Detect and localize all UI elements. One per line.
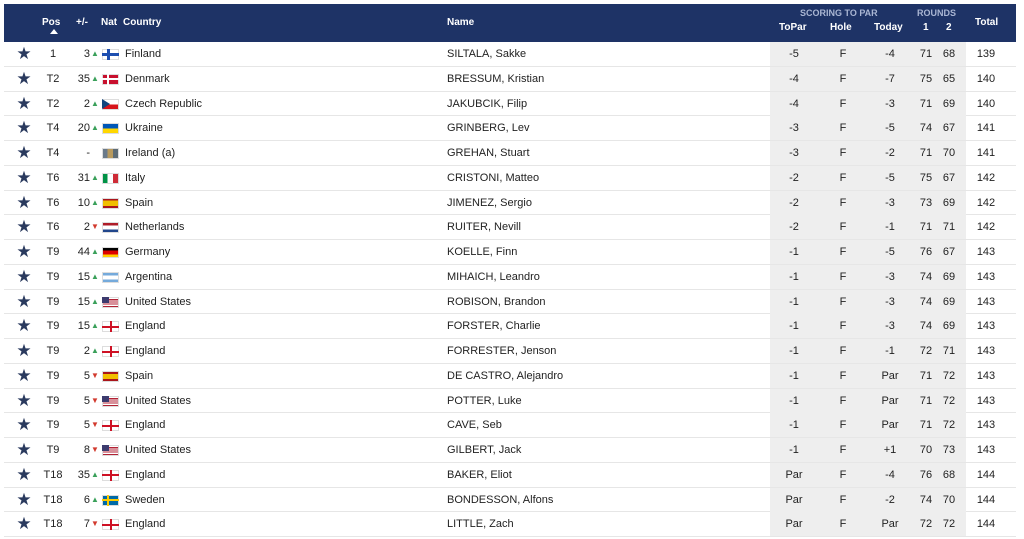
movement-up-icon: ▲ [91, 172, 99, 182]
player-name-link[interactable]: BAKER, Eliot [447, 468, 512, 481]
favorite-star-icon[interactable]: ★ [16, 217, 32, 237]
player-name-link[interactable]: GILBERT, Jack [447, 444, 522, 456]
today-cell: -4 [885, 468, 895, 481]
movement-cell: 20 [77, 122, 90, 135]
round2-cell: 71 [942, 345, 956, 357]
topar-cell: -1 [789, 419, 799, 432]
favorite-star-icon[interactable]: ★ [16, 341, 32, 360]
today-cell: -3 [885, 270, 895, 283]
table-row[interactable] [4, 92, 1016, 117]
topar-cell: -2 [789, 171, 799, 184]
movement-up-icon: ▲ [91, 494, 99, 504]
round2-cell: 72 [942, 518, 956, 531]
round1-cell: 76 [919, 468, 933, 481]
movement-cell: 15 [77, 270, 90, 283]
movement-down-icon: ▼ [91, 222, 99, 232]
rounds-group: ROUNDS [917, 8, 957, 18]
today-cell: -3 [885, 196, 895, 209]
flag-cz-icon [102, 99, 119, 110]
position-cell: T9 [46, 394, 60, 407]
round2-cell: 67 [942, 122, 956, 135]
topar-cell: -1 [789, 444, 799, 456]
round2-cell: 69 [942, 320, 956, 333]
table-row[interactable] [4, 116, 1016, 141]
country-cell: Sweden [125, 493, 165, 506]
position-cell: T9 [46, 369, 60, 382]
player-name-link[interactable]: KOELLE, Finn [447, 246, 518, 258]
movement-up-icon: ▲ [91, 247, 99, 256]
position-cell: T4 [46, 147, 60, 159]
movement-up-icon: ▲ [91, 296, 99, 306]
favorite-star-icon[interactable]: ★ [16, 390, 32, 410]
round1-cell: 71 [919, 97, 933, 110]
player-name-link[interactable]: GRINBERG, Lev [447, 122, 530, 135]
hole-cell: F [839, 97, 847, 110]
hole-cell: F [839, 320, 847, 333]
country-cell: Finland [125, 48, 162, 60]
today-cell: -5 [885, 246, 895, 258]
movement-cell: 10 [77, 196, 90, 209]
favorite-star-icon[interactable]: ★ [16, 316, 32, 336]
topar-cell: -1 [789, 270, 799, 283]
hole-cell: F [839, 419, 847, 432]
total-cell: 140 [976, 97, 996, 110]
today-cell: -4 [885, 48, 895, 60]
flag-us-icon [102, 297, 119, 308]
flag-ua-icon [102, 123, 119, 134]
favorite-star-icon[interactable]: ★ [16, 489, 32, 509]
movement-up-icon: ▲ [91, 321, 99, 331]
move-header[interactable]: +/- [76, 17, 88, 28]
table-row[interactable] [4, 413, 1016, 438]
country-cell: United States [125, 295, 192, 308]
round1-cell: 72 [919, 518, 933, 531]
total-cell: 142 [976, 171, 996, 184]
position-cell: T9 [46, 444, 60, 456]
movement-up-icon: ▲ [91, 98, 99, 108]
total-cell: 143 [976, 320, 996, 333]
movement-down-icon: ▼ [91, 370, 99, 380]
flag-fi-icon [102, 49, 119, 60]
topar-cell: -1 [789, 345, 799, 357]
table-row[interactable] [4, 141, 1016, 166]
favorite-star-icon[interactable]: ★ [16, 242, 32, 261]
movement-up-icon: ▲ [91, 469, 99, 479]
pos-header[interactable]: Pos [42, 17, 61, 28]
round2-cell: 68 [942, 468, 956, 481]
hole-cell: F [839, 196, 847, 209]
movement-cell: 35 [77, 468, 90, 481]
leaderboard-header [4, 4, 1016, 42]
flag-en-icon [102, 346, 119, 357]
country-cell: England [125, 320, 166, 333]
movement-down-icon: ▼ [91, 445, 99, 454]
topar-cell: Par [785, 518, 803, 531]
country-cell: Italy [125, 171, 146, 184]
total-cell: 141 [976, 122, 996, 135]
hole-cell: F [839, 48, 847, 60]
favorite-star-icon[interactable]: ★ [16, 44, 32, 63]
round1-cell: 71 [919, 221, 933, 234]
topar-cell: -2 [789, 221, 799, 234]
topar-cell: -1 [789, 369, 799, 382]
today-cell: -3 [885, 97, 895, 110]
table-row[interactable] [4, 488, 1016, 513]
hole-cell: F [839, 394, 847, 407]
favorite-star-icon[interactable]: ★ [16, 415, 32, 435]
topar-cell: Par [785, 468, 803, 481]
topar-cell: -4 [789, 97, 799, 110]
today-cell: -5 [885, 122, 895, 135]
total-cell: 140 [976, 72, 996, 85]
movement-cell: 5 [83, 419, 90, 432]
topar-cell: -3 [789, 122, 799, 135]
player-name-link[interactable]: BRESSUM, Kristian [447, 72, 545, 85]
table-row[interactable] [4, 215, 1016, 240]
table-row[interactable] [4, 438, 1016, 463]
leaderboard-rows [4, 42, 1016, 537]
favorite-star-icon[interactable]: ★ [16, 514, 32, 534]
flag-de-icon [102, 247, 119, 258]
topar-cell: -1 [789, 246, 799, 258]
movement-cell: 3 [83, 48, 90, 60]
hole-cell: F [839, 72, 847, 85]
today-cell: Par [881, 394, 899, 407]
table-row[interactable] [4, 463, 1016, 488]
nat-header[interactable]: Nat [101, 17, 118, 28]
player-name-link[interactable]: CAVE, Seb [447, 419, 502, 432]
movement-cell: 5 [83, 369, 90, 382]
movement-up-icon: ▲ [91, 49, 99, 58]
table-row[interactable] [4, 364, 1016, 389]
table-row[interactable] [4, 42, 1016, 67]
round1-cell: 74 [919, 270, 933, 283]
flag-en-icon [102, 420, 119, 431]
round1-cell: 74 [919, 122, 933, 135]
hole-cell: F [839, 221, 847, 234]
movement-cell: 35 [77, 72, 90, 85]
round2-header[interactable]: 2 [946, 22, 952, 33]
player-name-link[interactable]: LITTLE, Zach [447, 518, 514, 531]
total-cell: 144 [976, 493, 996, 506]
position-cell: T6 [46, 171, 60, 184]
round1-cell: 75 [919, 171, 933, 184]
favorite-star-icon[interactable]: ★ [16, 93, 32, 113]
player-name-link[interactable]: POTTER, Luke [447, 394, 522, 407]
today-cell: Par [881, 518, 899, 531]
movement-cell: 15 [77, 295, 90, 308]
movement-down-icon: ▼ [91, 519, 99, 529]
today-cell: -3 [885, 320, 895, 333]
hole-cell: F [839, 295, 847, 308]
hole-cell: F [839, 122, 847, 135]
position-cell: T9 [46, 295, 60, 308]
flag-us-icon [102, 445, 119, 456]
round2-cell: 72 [942, 394, 956, 407]
player-name-link[interactable]: FORRESTER, Jenson [447, 345, 557, 357]
round1-cell: 75 [919, 72, 933, 85]
country-cell: Ireland (a) [125, 147, 176, 159]
flag-en-icon [102, 470, 119, 481]
player-name-link[interactable]: ROBISON, Brandon [447, 295, 546, 308]
today-header[interactable]: Today [874, 22, 903, 33]
name-header[interactable]: Name [447, 17, 475, 28]
today-cell: +1 [883, 444, 897, 456]
total-header[interactable]: Total [975, 17, 999, 28]
player-name-link[interactable]: RUITER, Nevill [447, 221, 521, 234]
table-row[interactable] [4, 67, 1016, 92]
total-cell: 143 [976, 394, 996, 407]
total-cell: 142 [976, 196, 996, 209]
player-name-link[interactable]: GREHAN, Stuart [447, 147, 530, 159]
movement-cell: 2 [83, 97, 90, 110]
hole-cell: F [839, 270, 847, 283]
flag-us-icon [102, 396, 119, 407]
table-row[interactable] [4, 166, 1016, 191]
topar-cell: -1 [789, 394, 799, 407]
round2-cell: 69 [942, 295, 956, 308]
topar-cell: -3 [789, 147, 799, 159]
topar-header[interactable]: ToPar [779, 22, 807, 33]
position-cell: T9 [46, 345, 60, 357]
topar-cell: -5 [789, 48, 799, 60]
round1-cell: 74 [919, 320, 933, 333]
hole-cell: F [839, 147, 847, 159]
round1-cell: 71 [919, 394, 933, 407]
leaderboard [4, 4, 1016, 537]
round2-cell: 70 [942, 493, 956, 506]
movement-up-icon: ▲ [91, 73, 99, 83]
round2-cell: 70 [942, 147, 956, 159]
hole-cell: F [839, 345, 847, 357]
position-cell: T9 [46, 246, 60, 258]
movement-cell: 8 [83, 444, 90, 456]
topar-cell: Par [785, 493, 803, 506]
table-row[interactable] [4, 290, 1016, 315]
today-cell: Par [881, 369, 899, 382]
hole-cell: F [839, 444, 847, 456]
table-row[interactable] [4, 240, 1016, 265]
today-cell: -3 [885, 295, 895, 308]
round1-cell: 71 [919, 419, 933, 432]
flag-dk-icon [102, 74, 119, 85]
hole-cell: F [839, 518, 847, 531]
round1-header[interactable]: 1 [923, 22, 929, 33]
movement-down-icon: ▼ [91, 420, 99, 430]
round2-cell: 65 [942, 72, 956, 85]
flag-nl-icon [102, 222, 119, 233]
country-cell: Germany [125, 246, 171, 258]
country-cell: Netherlands [125, 221, 185, 234]
round2-cell: 71 [942, 221, 956, 234]
topar-cell: -2 [789, 196, 799, 209]
hole-cell: F [839, 493, 847, 506]
table-row[interactable] [4, 191, 1016, 216]
today-cell: -2 [885, 493, 895, 506]
total-cell: 143 [976, 246, 996, 258]
topar-cell: -1 [789, 320, 799, 333]
favorite-star-icon[interactable]: ★ [16, 266, 32, 286]
favorite-star-icon[interactable]: ★ [16, 68, 32, 88]
flag-ar-icon [102, 272, 119, 283]
country-header[interactable]: Country [123, 17, 162, 28]
sort-ascending-icon[interactable] [50, 29, 58, 34]
position-cell: T9 [46, 270, 60, 283]
country-cell: England [125, 345, 166, 357]
round1-cell: 73 [919, 196, 933, 209]
country-cell: Denmark [125, 72, 170, 85]
round2-cell: 72 [942, 419, 956, 432]
movement-up-icon: ▲ [91, 346, 99, 355]
table-row[interactable] [4, 339, 1016, 364]
flag-es-icon [102, 371, 119, 382]
flag-se-icon [102, 495, 119, 506]
country-cell: United States [125, 394, 192, 407]
favorite-star-icon[interactable]: ★ [16, 464, 32, 484]
round2-cell: 67 [942, 171, 956, 184]
total-cell: 143 [976, 295, 996, 308]
total-cell: 143 [976, 369, 996, 382]
favorite-star-icon[interactable]: ★ [16, 192, 32, 212]
round2-cell: 72 [942, 369, 956, 382]
position-cell: T4 [46, 122, 60, 135]
today-cell: -1 [885, 221, 895, 234]
favorite-star-icon[interactable]: ★ [16, 365, 32, 385]
round1-cell: 70 [919, 444, 933, 456]
player-name-link[interactable]: MIHAICH, Leandro [447, 270, 540, 283]
movement-cell: - [86, 147, 90, 159]
round1-cell: 74 [919, 493, 933, 506]
round2-cell: 73 [942, 444, 956, 456]
player-name-link[interactable]: CRISTONI, Matteo [447, 171, 540, 184]
total-cell: 144 [976, 518, 996, 531]
movement-cell: 2 [83, 345, 90, 357]
hole-cell: F [839, 468, 847, 481]
country-cell: Ukraine [125, 122, 163, 135]
flag-en-icon [102, 519, 119, 530]
round2-cell: 67 [942, 246, 956, 258]
player-name-link[interactable]: FORSTER, Charlie [447, 320, 541, 333]
round1-cell: 71 [919, 369, 933, 382]
round2-cell: 69 [942, 196, 956, 209]
round2-cell: 68 [942, 48, 956, 60]
today-cell: -2 [885, 147, 895, 159]
favorite-star-icon[interactable]: ★ [16, 291, 32, 311]
position-cell: 1 [49, 48, 57, 60]
position-cell: T18 [43, 493, 63, 506]
position-cell: T9 [46, 320, 60, 333]
round2-cell: 69 [942, 97, 956, 110]
position-cell: T2 [46, 72, 60, 85]
round1-cell: 76 [919, 246, 933, 258]
position-cell: T9 [46, 419, 60, 432]
total-cell: 142 [976, 221, 996, 234]
country-cell: Spain [125, 196, 154, 209]
country-cell: England [125, 419, 166, 432]
hole-cell: F [839, 246, 847, 258]
player-name-link[interactable]: DE CASTRO, Alejandro [447, 369, 564, 382]
position-cell: T6 [46, 221, 60, 234]
today-cell: Par [881, 419, 899, 432]
movement-cell: 31 [77, 171, 90, 184]
movement-up-icon: ▲ [91, 123, 99, 133]
country-cell: United States [125, 444, 192, 456]
round2-cell: 69 [942, 270, 956, 283]
movement-down-icon: ▼ [91, 395, 99, 405]
player-name-link[interactable]: JIMENEZ, Sergio [447, 196, 532, 209]
round1-cell: 71 [919, 48, 933, 60]
country-cell: Czech Republic [125, 97, 203, 110]
table-row[interactable] [4, 265, 1016, 290]
movement-cell: 15 [77, 320, 90, 333]
total-cell: 144 [976, 468, 996, 481]
country-cell: England [125, 468, 166, 481]
total-cell: 143 [976, 270, 996, 283]
position-cell: T18 [43, 468, 63, 481]
hole-header[interactable]: Hole [830, 22, 852, 33]
movement-up-icon: ▲ [91, 271, 99, 281]
round1-cell: 71 [919, 147, 933, 159]
movement-cell: 5 [83, 394, 90, 407]
hole-cell: F [839, 369, 847, 382]
player-name-link[interactable]: JAKUBCIK, Filip [447, 97, 528, 110]
total-cell: 143 [976, 419, 996, 432]
flag-ie-icon [102, 148, 119, 159]
total-cell: 139 [976, 48, 996, 60]
flag-en-icon [102, 321, 119, 332]
topar-cell: -4 [789, 72, 799, 85]
round1-cell: 72 [919, 345, 933, 357]
table-row[interactable] [4, 512, 1016, 537]
movement-cell: 7 [83, 518, 90, 531]
movement-cell: 6 [83, 493, 90, 506]
country-cell: England [125, 518, 166, 531]
flag-es-icon [102, 198, 119, 209]
total-cell: 141 [976, 147, 996, 159]
favorite-star-icon[interactable]: ★ [16, 118, 32, 138]
movement-cell: 44 [77, 246, 90, 258]
position-cell: T2 [46, 97, 60, 110]
flag-it-icon [102, 173, 119, 184]
position-cell: T18 [43, 518, 63, 531]
movement-up-icon: ▲ [91, 197, 99, 207]
scoring-to-par-group: SCORING TO PAR [800, 8, 878, 18]
topar-cell: -1 [789, 295, 799, 308]
favorite-star-icon[interactable]: ★ [16, 167, 32, 187]
position-cell: T6 [46, 196, 60, 209]
table-row[interactable] [4, 389, 1016, 414]
round1-cell: 74 [919, 295, 933, 308]
favorite-star-icon[interactable]: ★ [16, 440, 32, 459]
today-cell: -7 [885, 72, 895, 85]
country-cell: Argentina [125, 270, 173, 283]
favorite-star-icon[interactable]: ★ [16, 143, 32, 162]
movement-cell: 2 [83, 221, 90, 234]
hole-cell: F [839, 171, 847, 184]
player-name-link[interactable]: SILTALA, Sakke [447, 48, 527, 60]
table-row[interactable] [4, 314, 1016, 339]
today-cell: -5 [885, 171, 895, 184]
player-name-link[interactable]: BONDESSON, Alfons [447, 493, 554, 506]
today-cell: -1 [885, 345, 895, 357]
total-cell: 143 [976, 345, 996, 357]
total-cell: 143 [976, 444, 996, 456]
country-cell: Spain [125, 369, 154, 382]
